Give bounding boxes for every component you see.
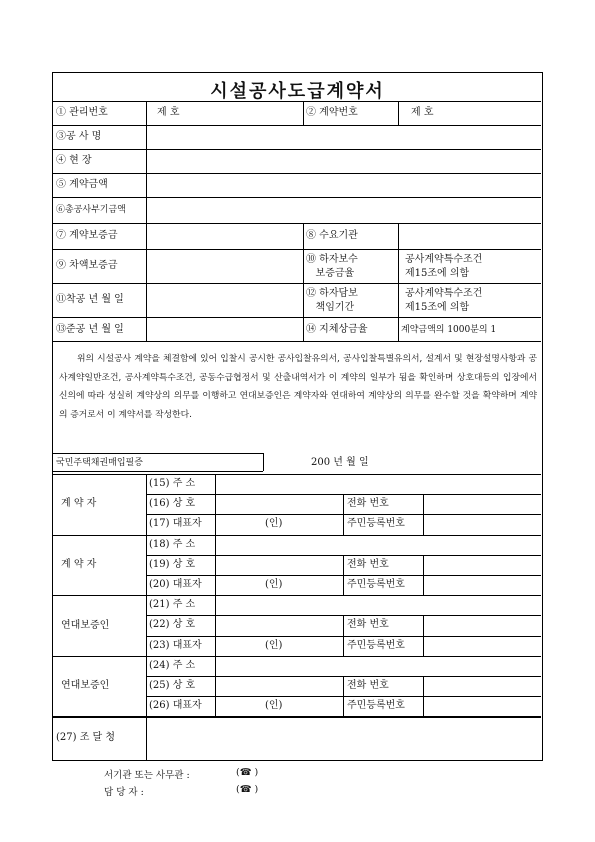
party-field-label: (20) 대표자 bbox=[149, 579, 202, 590]
document-title: 시설공사도급계약서 bbox=[210, 81, 385, 102]
seal-mark: (인) bbox=[265, 639, 283, 651]
delay-rate-value: 계약금액의 1000분의 1 bbox=[401, 325, 497, 335]
project-name-label: ③공 사 명 bbox=[56, 131, 102, 142]
party-field-label: (18) 주 소 bbox=[149, 538, 196, 550]
contract-date[interactable]: 200 년 월 일 bbox=[311, 457, 369, 468]
party-field-label: (25) 상 호 bbox=[149, 680, 196, 691]
contract-statement: 위의 시설공사 계약을 체결함에 있어 입찰시 공시한 공사입찰유의서, 공사입찰특별유의서, 설계서 및 현장설명사항과 공사계약일반조건, 공사계약특수조건, 공동수급협정서 및 산출내역서가 이 계약의 일부가 됨을 확인하며 상호대등의 입장에서 신의에 따라 성실히 계약상의 의무를 이행하고 연대보증인은 계약자와 연대하여 계약상의 의무를 완수할 것을 확약하며 계약의 증거로서 이 계약서를 작성한다. bbox=[59, 354, 537, 420]
management-number-value[interactable]: 제 호 bbox=[157, 107, 180, 118]
party-right-label: 전화 번호 bbox=[347, 558, 389, 570]
party-field-label: (15) 주 소 bbox=[149, 478, 196, 489]
difference-deposit-label: ⑨ 차액보증금 bbox=[56, 260, 118, 271]
party-field-label: (24) 주 소 bbox=[149, 659, 196, 671]
defect-repair-value: 공사계약특수조건 제15조에 의함 bbox=[405, 254, 483, 279]
party-field-label: (26) 대표자 bbox=[149, 700, 202, 712]
officer-phone[interactable]: (☎ ) bbox=[236, 767, 259, 778]
party-right-label: 주민등록번호 bbox=[347, 639, 405, 651]
party-right-label: 전화 번호 bbox=[347, 619, 389, 631]
contract-number-value[interactable]: 제 호 bbox=[411, 107, 434, 118]
party-field-label: (17) 대표자 bbox=[149, 518, 202, 530]
party-right-label: 주민등록번호 bbox=[347, 579, 405, 590]
seal-mark: (인) bbox=[265, 700, 283, 712]
party-field-label: (23) 대표자 bbox=[149, 639, 202, 651]
total-amount-label: ⑥총공사부기금액 bbox=[56, 205, 126, 215]
seal-mark: (인) bbox=[265, 518, 283, 530]
staff-phone[interactable]: (☎ ) bbox=[236, 784, 259, 795]
officer-label: 서기관 또는 사무관 : bbox=[104, 770, 190, 781]
defect-repair-label: ⑩ 하자보수 보증금율 bbox=[306, 254, 358, 279]
seal-mark: (인) bbox=[265, 579, 283, 590]
contract-amount-label: ⑤ 계약금액 bbox=[56, 179, 108, 190]
contract-form bbox=[52, 72, 543, 761]
staff-label: 담 당 자 : bbox=[104, 787, 144, 798]
party-right-label: 전화 번호 bbox=[347, 680, 389, 691]
contract-deposit-label: ⑦ 계약보증금 bbox=[56, 230, 118, 241]
demand-agency-label: ⑧ 수요기관 bbox=[306, 230, 358, 241]
site-label: ④ 현 장 bbox=[56, 155, 92, 166]
completion-date-label: ⑬준공 년 월 일 bbox=[56, 324, 124, 335]
bond-certificate-label: 국민주택채권매입필증 bbox=[56, 458, 143, 468]
party-role-label: 계 약 자 bbox=[61, 498, 97, 510]
management-number-label: ① 관리번호 bbox=[56, 107, 108, 118]
party-role-label: 연대보증인 bbox=[61, 619, 110, 631]
warranty-period-value: 공사계약특수조건 제15조에 의함 bbox=[405, 288, 483, 313]
party-right-label: 주민등록번호 bbox=[347, 700, 405, 712]
procurement-label: (27) 조 달 청 bbox=[56, 732, 116, 743]
party-right-label: 전화 번호 bbox=[347, 498, 389, 510]
party-field-label: (16) 상 호 bbox=[149, 498, 196, 510]
party-field-label: (22) 상 호 bbox=[149, 619, 196, 631]
party-role-label: 계 약 자 bbox=[61, 558, 97, 570]
party-field-label: (19) 상 호 bbox=[149, 558, 196, 570]
start-date-label: ⑪착공 년 월 일 bbox=[56, 294, 124, 305]
contract-number-label: ② 계약번호 bbox=[306, 107, 358, 118]
warranty-period-label: ⑫ 하자담보 책임기간 bbox=[306, 288, 358, 313]
delay-rate-label: ⑭ 지체상금율 bbox=[306, 324, 368, 335]
party-right-label: 주민등록번호 bbox=[347, 518, 405, 530]
party-role-label: 연대보증인 bbox=[61, 680, 110, 692]
party-field-label: (21) 주 소 bbox=[149, 599, 196, 611]
